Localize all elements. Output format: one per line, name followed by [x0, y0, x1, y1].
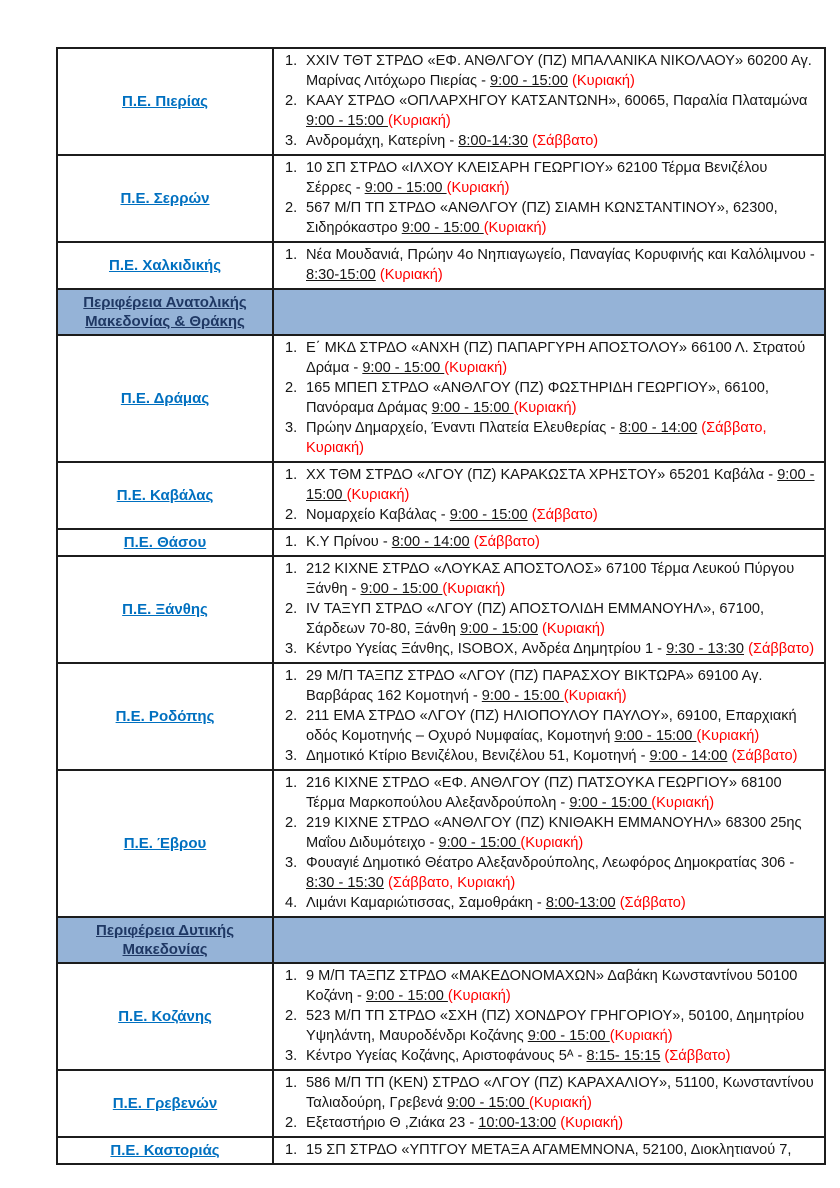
item-text — [306, 338, 818, 378]
open-days: (Κυριακή) — [442, 581, 506, 597]
item-number: 3. — [285, 641, 298, 657]
item-number: 2. — [285, 380, 298, 396]
region-name-cell — [58, 964, 274, 1069]
region-group-header-cell — [58, 290, 274, 334]
item-number: 3. — [285, 748, 298, 764]
item-text — [306, 51, 818, 91]
region-link[interactable]: Π.Ε. Δράμας — [120, 390, 210, 407]
open-days: (Κυριακή) — [542, 621, 605, 637]
item-text — [306, 1073, 818, 1113]
region-row — [58, 662, 824, 769]
region-row — [58, 461, 824, 528]
location-item — [276, 639, 818, 659]
location-item — [276, 559, 818, 599]
location-text: Νομαρχείο Καβάλας - — [306, 507, 450, 523]
opening-hours: 10:00-13:00 — [478, 1115, 557, 1131]
item-text — [306, 853, 818, 893]
region-name-cell — [58, 664, 274, 769]
item-number: 2. — [285, 708, 298, 724]
opening-hours: 9:00 - 15:00 — [460, 621, 538, 637]
location-item — [276, 245, 818, 285]
item-text — [306, 245, 818, 285]
locations-cell — [274, 557, 824, 662]
item-text — [306, 966, 818, 1006]
location-text: IV ΤΑΞΥΠ ΣΤΡΔΟ «ΛΓΟΥ (ΠΖ) ΑΠΟΣΤΟΛΙΔΗ ΕΜΜΑΝΟΥΗΛ», 67100, Σάρδεων 70-80, Ξάνθη — [306, 601, 764, 637]
item-text — [306, 418, 818, 458]
opening-hours: 9:00 - 15:00 — [306, 113, 388, 129]
locations-cell — [274, 530, 824, 555]
location-text: 586 Μ/Π ΤΠ (ΚΕΝ) ΣΤΡΔΟ «ΛΓΟΥ (ΠΖ) ΚΑΡΑΧΑΛΙΟΥ», 51100, Κωνσταντίνου Ταλιαδούρη, Γρεβενά — [306, 1075, 814, 1111]
item-text — [306, 1113, 818, 1133]
location-item — [276, 853, 818, 893]
location-text: 212 ΚΙΧΝΕ ΣΤΡΔΟ «ΛΟΥΚΑΣ ΑΠΟΣΤΟΛΟΣ» 67100 Τέρμα Λευκού Πύργου Ξάνθη - — [306, 561, 795, 597]
region-link[interactable]: Π.Ε. Ξάνθης — [122, 601, 208, 618]
location-item — [276, 1113, 818, 1133]
opening-hours: 9:00 - 15:00 — [438, 835, 521, 851]
item-number: 1. — [285, 1142, 298, 1158]
item-number: 1. — [285, 1075, 298, 1091]
region-name-cell — [58, 463, 274, 528]
location-item — [276, 198, 818, 238]
opening-hours: 8:00 - 14:00 — [619, 420, 698, 436]
location-text: 219 ΚΙΧΝΕ ΣΤΡΔΟ «ΑΝΘΛΓΟΥ (ΠΖ) ΚΝΙΘΑΚΗ ΕΜΜΑΝΟΥΗΛ» 68300 25ης Μαΐου Διδυμότειχο - — [306, 815, 802, 851]
item-number: 1. — [285, 561, 298, 577]
open-days: (Κυριακή) — [572, 73, 635, 89]
location-text: Κέντρο Υγείας Ξάνθης, ISOBOX, Ανδρέα Δημητρίου 1 - — [306, 641, 667, 657]
region-row — [58, 1136, 824, 1163]
region-link[interactable]: Π.Ε. Κοζάνης — [118, 1008, 212, 1025]
open-days: (Κυριακή) — [513, 400, 577, 416]
opening-hours: 8:00 - 14:00 — [391, 534, 470, 550]
locations-cell — [274, 463, 824, 528]
region-group-header-row — [58, 916, 824, 962]
opening-hours: 8:30-15:00 — [306, 267, 376, 283]
region-link[interactable]: Π.Ε. Γρεβενών — [112, 1095, 218, 1112]
item-number: 4. — [285, 895, 298, 911]
region-group-header-label: Περιφέρεια Ανατολικής Μακεδονίας & Θράκης — [83, 294, 247, 330]
open-days: (Κυριακή) — [651, 795, 715, 811]
opening-hours: 9:00 - 15:00 — [365, 988, 448, 1004]
item-text — [306, 706, 818, 746]
location-item — [276, 813, 818, 853]
locations-cell — [274, 49, 824, 154]
open-days: (Κυριακή) — [483, 220, 547, 236]
region-row — [58, 49, 824, 154]
location-text: ΧΧ ΤΘΜ ΣΤΡΔΟ «ΛΓΟΥ (ΠΖ) ΚΑΡΑΚΩΣΤΑ ΧΡΗΣΤΟΥ» 65201 Καβάλα - — [306, 467, 778, 483]
item-text — [306, 893, 818, 913]
item-number: 1. — [285, 775, 298, 791]
location-text: 9 Μ/Π ΤΑΞΠΖ ΣΤΡΔΟ «ΜΑΚΕΔΟΝΟΜΑΧΩΝ» Δαβάκη Κωνσταντίνου 50100 Κοζάνη - — [306, 968, 798, 1004]
location-item — [276, 893, 818, 913]
location-text: 10 ΣΠ ΣΤΡΔΟ «ΙΛΧΟΥ ΚΛΕΙΣΑΡΗ ΓΕΩΡΓΙΟΥ» 62100 Τέρμα Βενιζέλου Σέρρες - — [306, 160, 768, 196]
open-days: (Σάββατο, Κυριακή) — [387, 875, 516, 891]
opening-hours: 9:00 - 14:00 — [649, 748, 728, 764]
region-group-header-cell — [58, 918, 274, 962]
open-days: (Κυριακή) — [609, 1028, 673, 1044]
opening-hours: 9:00 - 15:00 — [362, 360, 445, 376]
region-name-cell — [58, 1138, 274, 1163]
opening-hours: 9:30 - 13:30 — [666, 641, 745, 657]
location-text: Ανδρομάχη, Κατερίνη - — [306, 133, 459, 149]
open-days: (Σάββατο, Κυριακή) — [306, 420, 767, 456]
location-text: ΚΑΑΥ ΣΤΡΔΟ «ΟΠΛΑΡΧΗΓΟΥ ΚΑΤΣΑΝΤΩΝΗ», 60065, Παραλία Πλαταμώνα — [306, 93, 808, 109]
locations-cell — [274, 1138, 824, 1163]
location-text: 15 ΣΠ ΣΤΡΔΟ «ΥΠΤΓΟΥ ΜΕΤΑΞΑ ΑΓΑΜΕΜΝΟΝΑ, 52100, Διοκλητιανού 7, — [306, 1142, 792, 1158]
region-row — [58, 241, 824, 288]
region-name-cell — [58, 336, 274, 461]
item-number: 1. — [285, 247, 298, 263]
location-text: Πρώην Δημαρχείο, Έναντι Πλατεία Ελευθερίας - — [306, 420, 620, 436]
item-text — [306, 378, 818, 418]
locations-cell — [274, 1071, 824, 1136]
open-days: (Κυριακή) — [528, 1095, 592, 1111]
item-number: 1. — [285, 467, 298, 483]
region-row — [58, 154, 824, 241]
location-text: 523 Μ/Π ΤΠ ΣΤΡΔΟ «ΣΧΗ (ΠΖ) ΧΟΝΔΡΟΥ ΓΡΗΓΟΡΙΟΥ», 50100, Δημητρίου Υψηλάντη, Μαυροδένδρι Κοζάνης — [306, 1008, 805, 1044]
item-number: 1. — [285, 160, 298, 176]
location-text: 567 Μ/Π ΤΠ ΣΤΡΔΟ «ΑΝΘΛΓΟΥ (ΠΖ) ΣΙΑΜΗ ΚΩΝΣΤΑΝΤΙΝΟΥ», 62300, Σιδηρόκαστρο — [306, 200, 778, 236]
location-item — [276, 1140, 818, 1160]
region-row — [58, 555, 824, 662]
region-name-cell — [58, 771, 274, 916]
open-days: (Σάββατο) — [531, 507, 598, 523]
item-number: 2. — [285, 1115, 298, 1131]
location-item — [276, 465, 818, 505]
item-number: 1. — [285, 534, 298, 550]
item-text — [306, 773, 818, 813]
item-text — [306, 813, 818, 853]
opening-hours: 8:00-13:00 — [545, 895, 616, 911]
open-days: (Σάββατο) — [532, 133, 599, 149]
item-text — [306, 532, 818, 552]
open-days: (Κυριακή) — [379, 267, 443, 283]
location-text: 29 Μ/Π ΤΑΞΠΖ ΣΤΡΔΟ «ΛΓΟΥ (ΠΖ) ΠΑΡΑΣΧΟΥ ΒΙΚΤΩΡΑ» 69100 Αγ. Βαρβάρας 162 Κομοτηνή - — [306, 668, 763, 704]
location-item — [276, 338, 818, 378]
locations-cell — [274, 156, 824, 241]
item-text — [306, 599, 818, 639]
opening-hours: 9:00 - 15:00 — [431, 400, 514, 416]
region-row — [58, 769, 824, 916]
empty-cell — [274, 290, 824, 334]
item-text — [306, 1140, 818, 1160]
location-item — [276, 773, 818, 813]
opening-hours: 9:00 - 15:00 — [527, 1028, 610, 1044]
region-link[interactable]: Π.Ε. Έβρου — [123, 835, 207, 852]
locations-cell — [274, 771, 824, 916]
item-number: 3. — [285, 1048, 298, 1064]
open-days: (Κυριακή) — [444, 360, 508, 376]
location-text: Νέα Μουδανιά, Πρώην 4ο Νηπιαγωγείο, Παναγίας Κορυφινής και Καλόλιμνου - — [306, 247, 815, 263]
location-text: XXIV ΤΘΤ ΣΤΡΔΟ «ΕΦ. ΑΝΘΛΓΟΥ (ΠΖ) ΜΠΑΛΑΝΙΚΑ ΝΙΚΟΛΑΟΥ» 60200 Αγ. Μαρίνας Λιτόχωρο Πιερίας - — [306, 53, 812, 89]
region-group-header-row — [58, 288, 824, 334]
opening-hours: 9:00 - 15:00 — [360, 581, 443, 597]
item-text — [306, 1046, 818, 1066]
item-number: 2. — [285, 93, 298, 109]
region-name-cell — [58, 49, 274, 154]
location-item — [276, 131, 818, 151]
location-text: 216 ΚΙΧΝΕ ΣΤΡΔΟ «ΕΦ. ΑΝΘΛΓΟΥ (ΠΖ) ΠΑΤΣΟΥΚΑ ΓΕΩΡΓΙΟΥ» 68100 Τέρμα Μαρκοπούλου Αλεξανδρούπολη - — [306, 775, 782, 811]
location-item — [276, 418, 818, 458]
region-link[interactable]: Π.Ε. Πιερίας — [122, 93, 208, 110]
item-text — [306, 158, 818, 198]
location-text: Φουαγιέ Δημοτικό Θέατρο Αλεξανδρούπολης, Λεωφόρος Δημοκρατίας 306 - — [306, 855, 795, 871]
region-link[interactable]: Π.Ε. Ροδόπης — [115, 708, 215, 725]
item-number: 1. — [285, 668, 298, 684]
item-number: 2. — [285, 507, 298, 523]
item-number: 3. — [285, 420, 298, 436]
opening-hours: 8:30 - 15:30 — [306, 875, 384, 891]
region-link[interactable]: Π.Ε. Σερρών — [120, 190, 210, 207]
item-text — [306, 666, 818, 706]
locations-cell — [274, 664, 824, 769]
location-item — [276, 666, 818, 706]
opening-hours: 9:00 - 15:00 — [449, 507, 528, 523]
location-item — [276, 51, 818, 91]
item-text — [306, 198, 818, 238]
opening-hours: 9:00 - 15:00 — [481, 688, 564, 704]
item-text — [306, 559, 818, 599]
item-number: 2. — [285, 601, 298, 617]
locations-cell — [274, 964, 824, 1069]
location-item — [276, 599, 818, 639]
location-item — [276, 532, 818, 552]
item-text — [306, 1006, 818, 1046]
item-number: 3. — [285, 855, 298, 871]
location-item — [276, 378, 818, 418]
region-name-cell — [58, 156, 274, 241]
item-number: 2. — [285, 1008, 298, 1024]
regions-schedule-table — [56, 47, 826, 1165]
region-row — [58, 528, 824, 555]
location-item — [276, 966, 818, 1006]
region-row — [58, 962, 824, 1069]
region-link[interactable]: Π.Ε. Θάσου — [123, 534, 207, 551]
item-number: 1. — [285, 53, 298, 69]
item-text — [306, 465, 818, 505]
open-days: (Σάββατο) — [748, 641, 815, 657]
location-item — [276, 1046, 818, 1066]
open-days: (Κυριακή) — [387, 113, 451, 129]
item-number: 1. — [285, 340, 298, 356]
opening-hours: 9:00 - 15:00 — [614, 728, 697, 744]
location-item — [276, 746, 818, 766]
opening-hours: 9:00 - 15:00 — [569, 795, 652, 811]
opening-hours: 8:00-14:30 — [458, 133, 529, 149]
region-link[interactable]: Π.Ε. Καστοριάς — [110, 1142, 220, 1159]
location-text: Δημοτικό Κτίριο Βενιζέλου, Βενιζέλου 51, Κομοτηνή - — [306, 748, 650, 764]
locations-cell — [274, 243, 824, 288]
location-item — [276, 505, 818, 525]
item-number: 1. — [285, 968, 298, 984]
region-row — [58, 1069, 824, 1136]
open-days: (Κυριακή) — [520, 835, 584, 851]
opening-hours: 9:00 - 15:00 — [364, 180, 447, 196]
region-group-header-label: Περιφέρεια Δυτικής Μακεδονίας — [96, 922, 234, 958]
opening-hours: 9:00 - 15:00 — [306, 467, 815, 503]
item-text — [306, 131, 818, 151]
location-item — [276, 706, 818, 746]
location-text: 211 ΕΜΑ ΣΤΡΔΟ «ΛΓΟΥ (ΠΖ) ΗΛΙΟΠΟΥΛΟΥ ΠΑΥΛΟΥ», 69100, Επαρχιακή οδός Κομοτηνής – Οχυρό Νυμφαίας, Κομοτηνή — [306, 708, 797, 744]
open-days: (Σάββατο) — [731, 748, 798, 764]
open-days: (Σάββατο) — [473, 534, 540, 550]
region-name-cell — [58, 557, 274, 662]
open-days: (Κυριακή) — [346, 487, 410, 503]
opening-hours: 9:00 - 15:00 — [490, 73, 568, 89]
opening-hours: 9:00 - 15:00 — [447, 1095, 529, 1111]
open-days: (Κυριακή) — [696, 728, 760, 744]
region-link[interactable]: Π.Ε. Καβάλας — [116, 487, 214, 504]
item-text — [306, 505, 818, 525]
item-text — [306, 639, 818, 659]
location-item — [276, 158, 818, 198]
item-text — [306, 746, 818, 766]
open-days: (Κυριακή) — [446, 180, 510, 196]
region-name-cell — [58, 1071, 274, 1136]
open-days: (Κυριακή) — [560, 1115, 624, 1131]
region-link[interactable]: Π.Ε. Χαλκιδικής — [108, 257, 222, 274]
location-text: 165 ΜΠΕΠ ΣΤΡΔΟ «ΑΝΘΛΓΟΥ (ΠΖ) ΦΩΣΤΗΡΙΔΗ ΓΕΩΡΓΙΟΥ», 66100, Πανόραμα Δράμας — [306, 380, 769, 416]
open-days: (Κυριακή) — [447, 988, 511, 1004]
opening-hours: 8:15- 15:15 — [586, 1048, 661, 1064]
location-item — [276, 91, 818, 131]
item-text — [306, 91, 818, 131]
item-number: 3. — [285, 133, 298, 149]
location-text: Κέντρο Υγείας Κοζάνης, Αριστοφάνους 5ᴬ - — [306, 1048, 587, 1064]
location-text: Κ.Υ Πρίνου - — [306, 534, 392, 550]
region-name-cell — [58, 243, 274, 288]
item-number: 2. — [285, 200, 298, 216]
open-days: (Κυριακή) — [563, 688, 627, 704]
location-text: Λιμάνι Καμαριώτισσας, Σαμοθράκη - — [306, 895, 546, 911]
open-days: (Σάββατο) — [664, 1048, 731, 1064]
location-item — [276, 1006, 818, 1046]
locations-cell — [274, 336, 824, 461]
opening-hours: 9:00 - 15:00 — [401, 220, 484, 236]
location-item — [276, 1073, 818, 1113]
location-text: Εξεταστήριο Θ ,Ζιάκα 23 - — [306, 1115, 479, 1131]
region-name-cell — [58, 530, 274, 555]
empty-cell — [274, 918, 824, 962]
region-row — [58, 334, 824, 461]
open-days: (Σάββατο) — [619, 895, 686, 911]
location-text: Ε΄ ΜΚΔ ΣΤΡΔΟ «ΑΝΧΗ (ΠΖ) ΠΑΠΑΡΓΥΡΗ ΑΠΟΣΤΟΛΟΥ» 66100 Λ. Στρατού Δράμα - — [306, 340, 806, 376]
item-number: 2. — [285, 815, 298, 831]
